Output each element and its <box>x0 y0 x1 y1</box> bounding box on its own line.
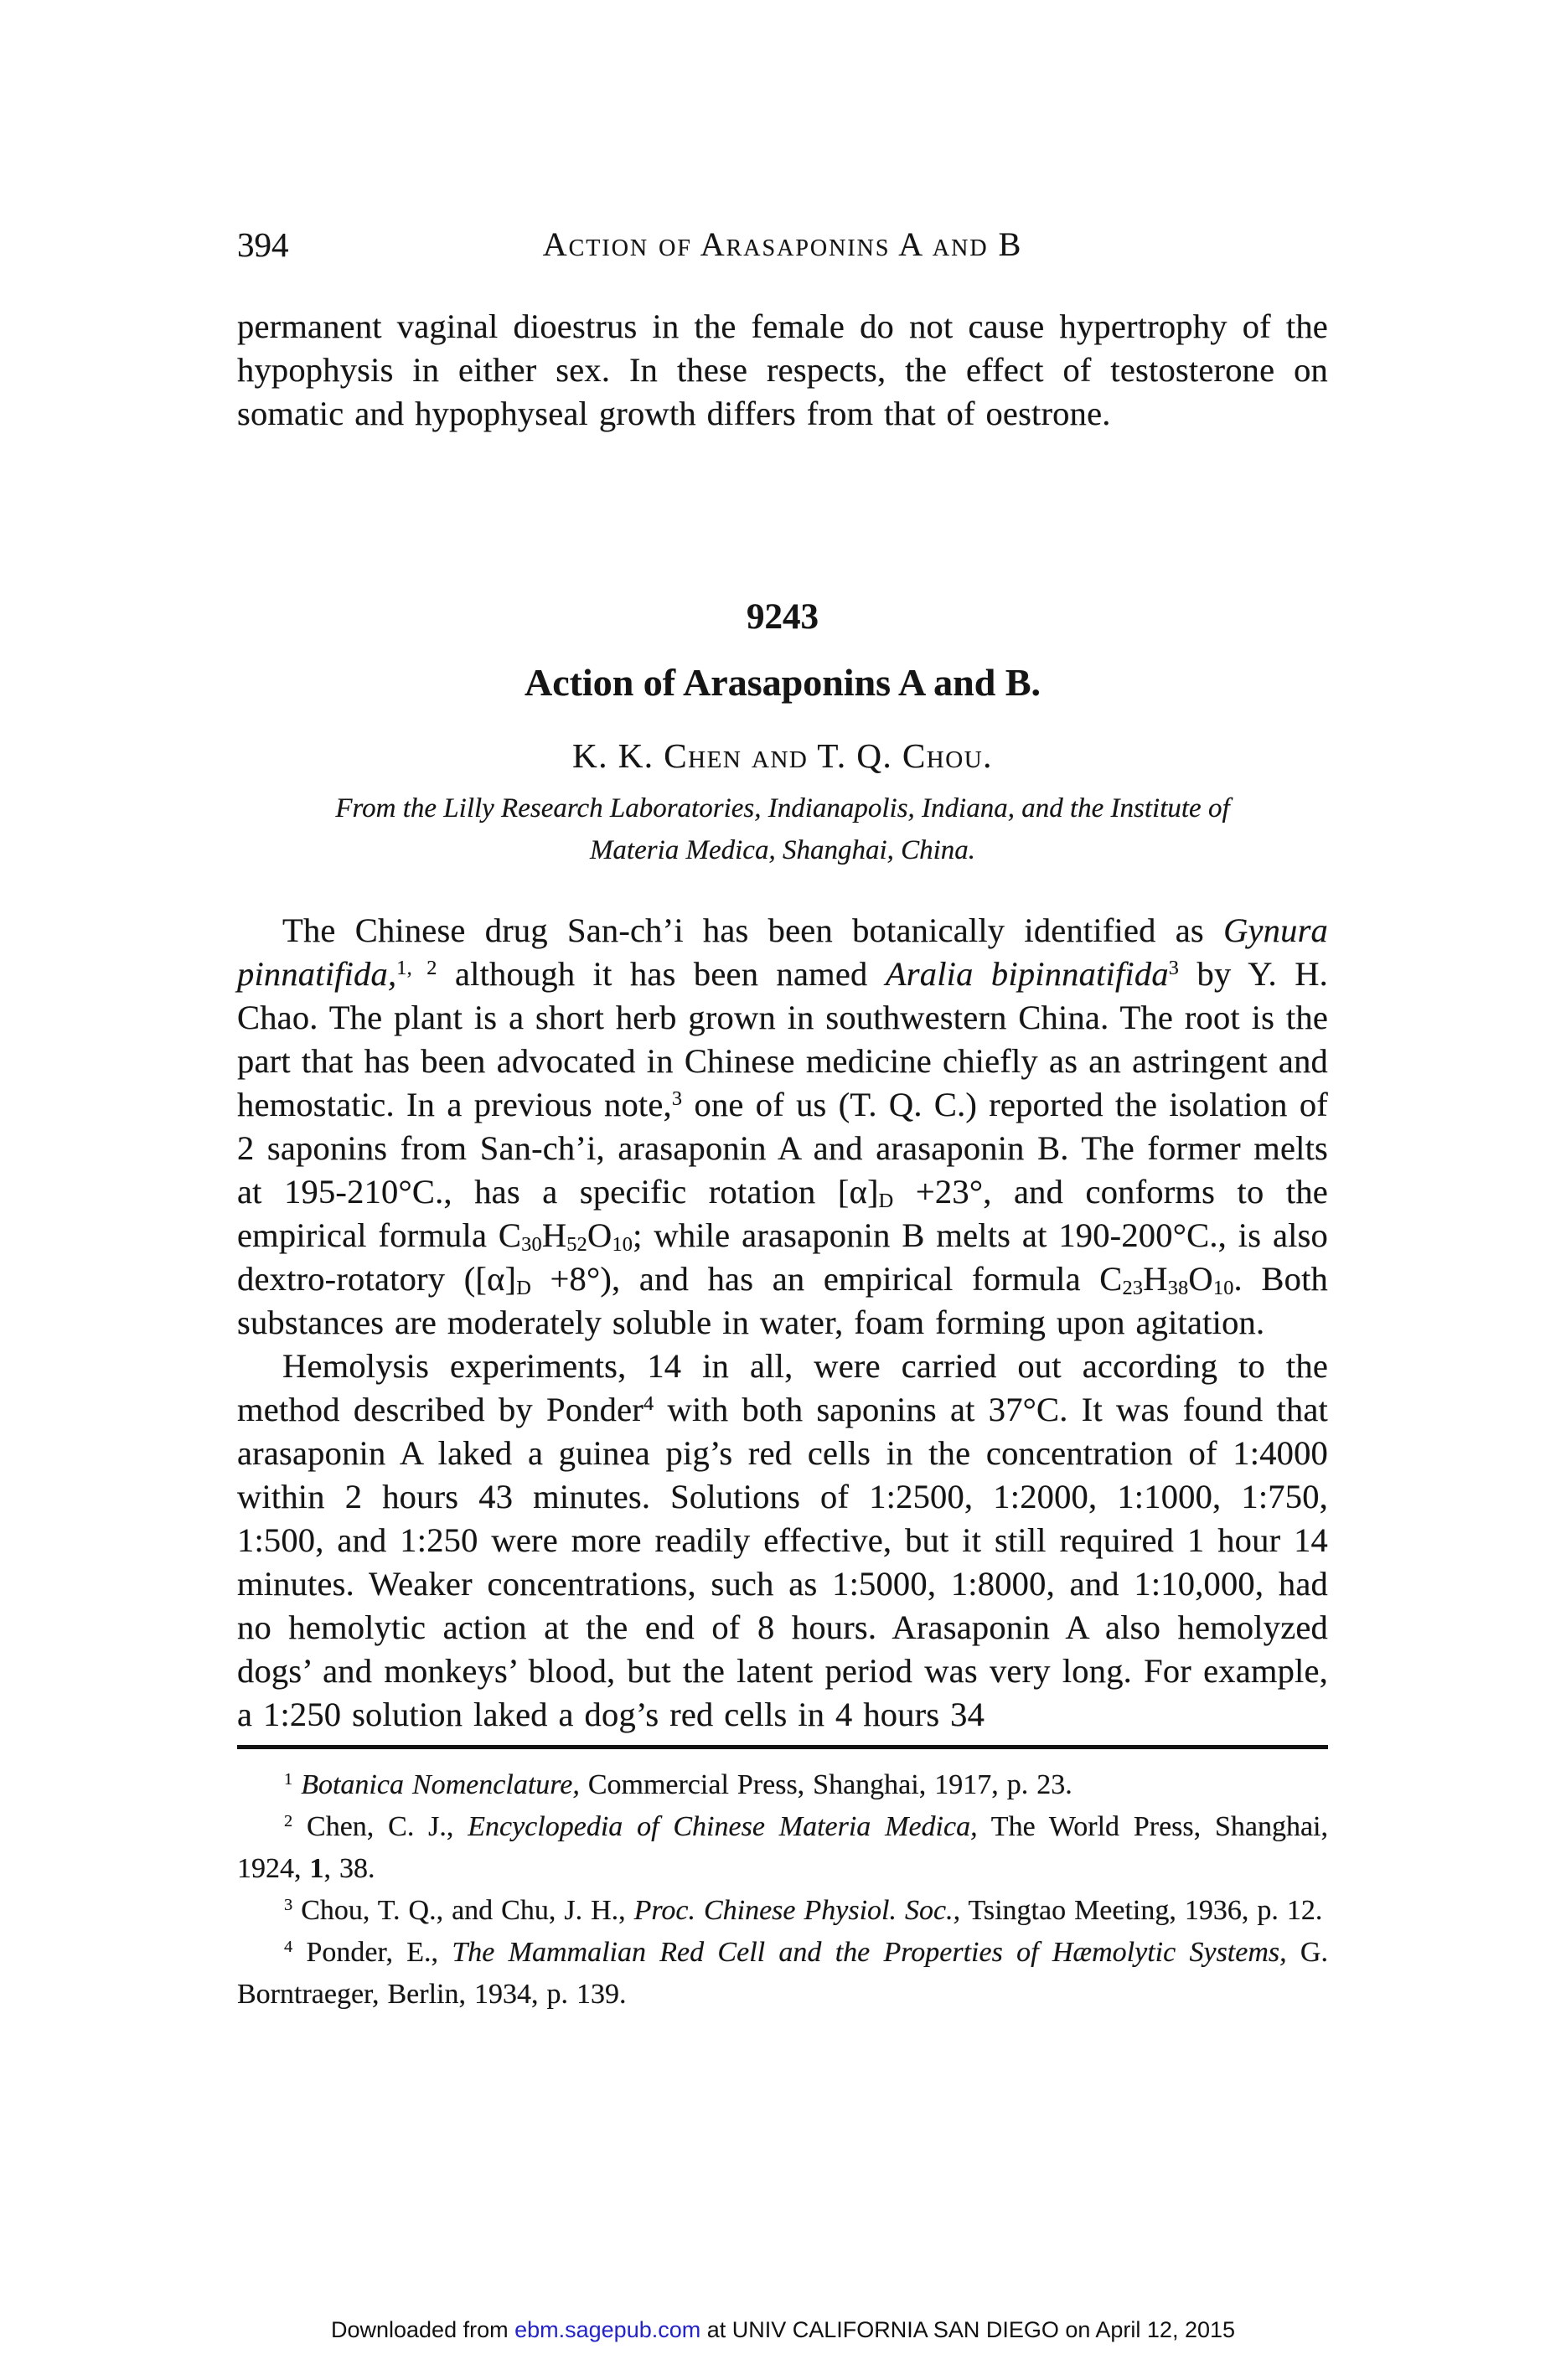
body-paragraph-1: The Chinese drug San-ch’i has been botanically identified as Gynura pinnatifida,$^{1, 2}$ although it has been named Aralia bipinnatifida$^3$ by Y. H. Chao. The plant is a short herb grown in southwestern China. The root is the part that has been advocated in Chinese medicine chiefly as an astringent and hemostatic. In a previous note,$^3$ one of us (T. Q. C.) reported the isolation of 2 saponins from San-ch’i, arasaponin A and arasaponin B. The former melts at 195-210°C., has a specific rotation $[\alpha]_D +23^\circ$, and conforms to the empirical formula $C_{30}H_{52}O_{10}$; while arasaponin B melts at 190-200°C., is also dextro-rotatory $([\alpha]_D +8^\circ)$, and has an empirical formula $C_{23}H_{38}O_{10}$. Both substances are moderately soluble in water, foam forming upon agitation. <box>237 911 1328 1341</box>
body-paragraph-2: Hemolysis experiments, 14 in all, were carried out according to the method described by Ponder$^4$ with both saponins at 37°C. It was found that arasaponin A laked a guinea pig’s red cells in the concentration of 1:4000 within 2 hours 43 minutes. Solutions of 1:2500, 1:2000, 1:1000, 1:750, 1:500, and 1:250 were more readily effective, but it still required 1 hour 14 minutes. Weaker concentrations, such as 1:5000, 1:8000, and 1:10,000, had no hemolytic action at the end of 8 hours. Arasaponin A also hemolyzed dogs’ and monkeys’ blood, but the latent period was very long. For example, a 1:250 solution laked a dog’s red cells in 4 hours 34 <box>237 1347 1328 1733</box>
footer-link[interactable]: ebm.sagepub.com <box>514 2317 701 2342</box>
affiliation-line-1: From the Lilly Research Laboratories, Indianapolis, Indiana, and the Institute of <box>335 793 1230 823</box>
footnotes-section <box>237 1745 1328 2016</box>
footnote-2: $^2$ Chen, C. J., Encyclopedia of Chinese Materia Medica, The World Press, Shanghai, 1924, 1, 38. <box>237 1811 1329 1884</box>
article-affiliation <box>195 787 1370 871</box>
page-number: 394 <box>237 225 289 264</box>
affiliation-line-2: Materia Medica, Shanghai, China. <box>589 835 976 865</box>
carryover-paragraph: permanent vaginal dioestrus in the female do not cause hypertrophy of the hypophysis in either sex. In these respects, the effect of testosterone on somatic and hypophyseal growth differs from that of oestrone. <box>237 307 1328 432</box>
footer-prefix: Downloaded from <box>330 2317 515 2342</box>
running-title: Action of Arasaponins A and B <box>542 225 1023 263</box>
footnote-1: $^1$ Botanica Nomenclature, Commercial Press, Shanghai, 1917, p. 23. <box>284 1769 1072 1800</box>
article-authors: K. K. Chen and T. Q. Chou. <box>572 736 993 775</box>
article-body <box>237 909 1328 2016</box>
article-title: Action of Arasaponins A and B. <box>524 661 1041 704</box>
article-number: 9243 <box>747 597 819 637</box>
footnote-4: $^4$ Ponder, E., The Mammalian Red Cell and the Properties of Hæmolytic Systems, G. Borntraeger, Berlin, 1934, p. 139. <box>237 1937 1328 2010</box>
download-footer <box>0 2317 1566 2343</box>
footer-suffix: at UNIV CALIFORNIA SAN DIEGO on April 12, 2015 <box>700 2317 1236 2342</box>
running-head <box>237 225 1328 268</box>
footnote-3: $^3$ Chou, T. Q., and Chu, J. H., Proc. Chinese Physiol. Soc., Tsingtao Meeting, 1936, p. 12. <box>284 1895 1323 1926</box>
